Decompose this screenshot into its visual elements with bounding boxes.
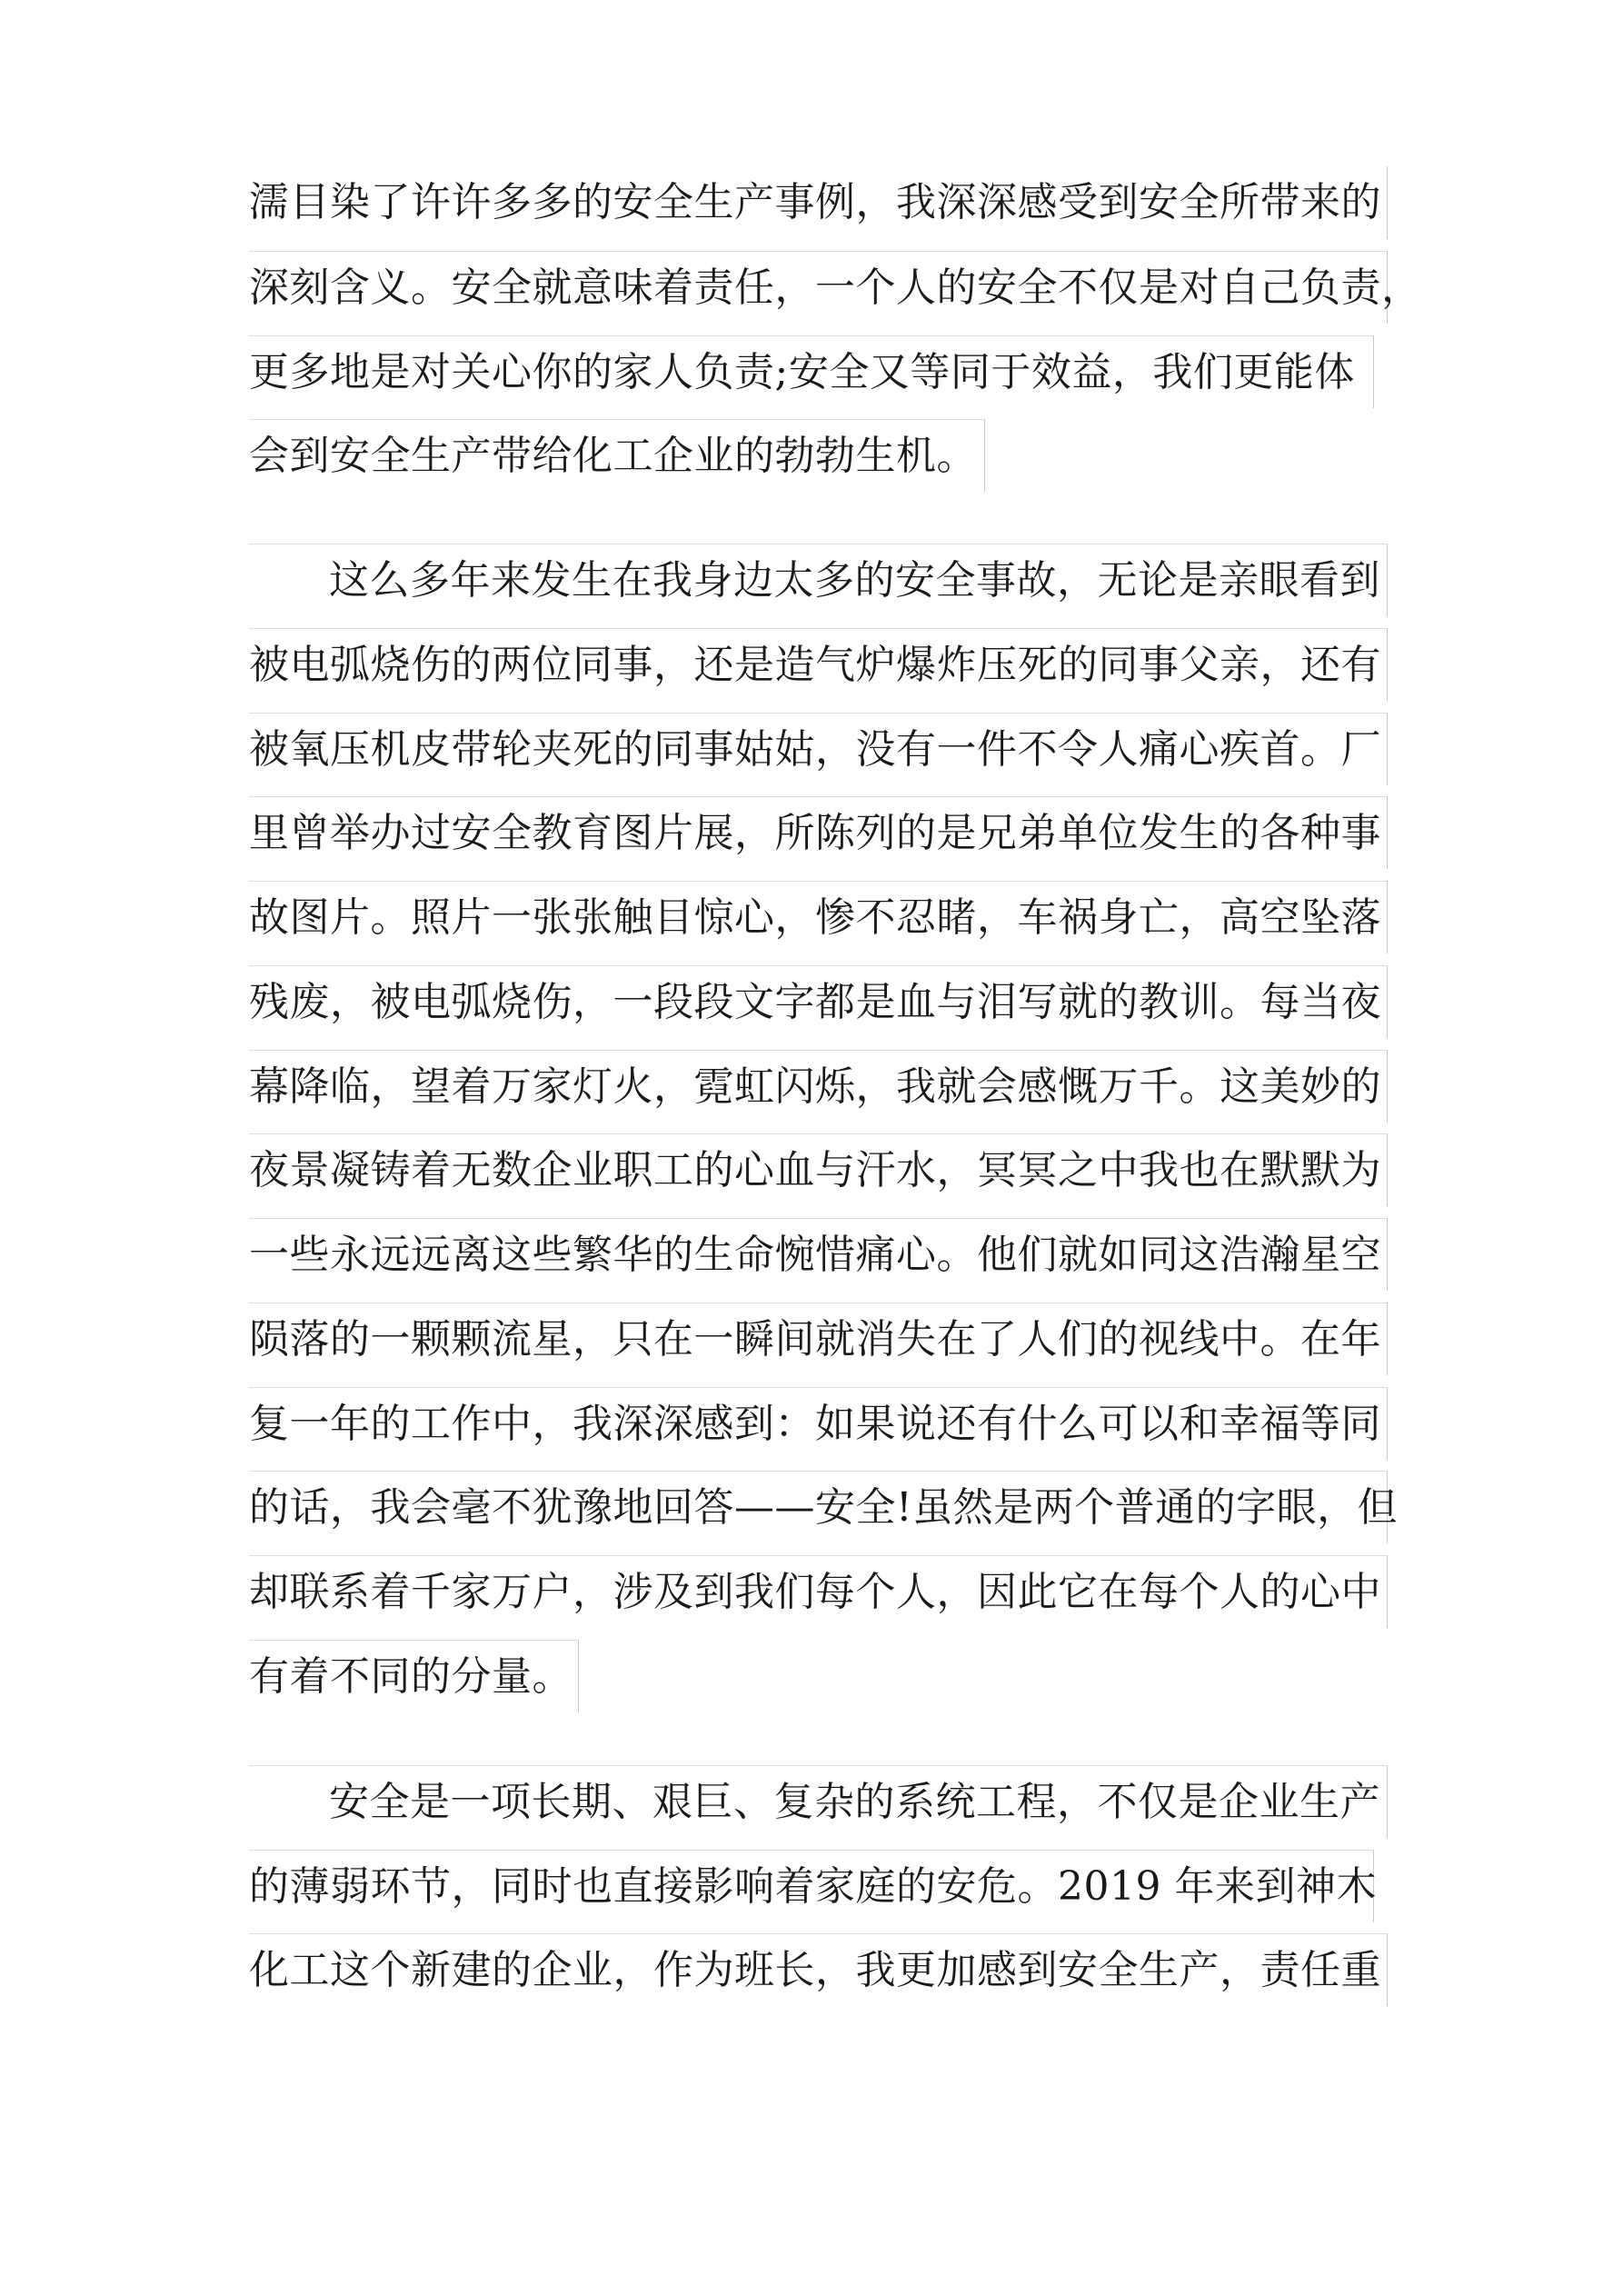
paragraph-1-line-4: 会到安全生产带给化工企业的勃勃生机。 bbox=[249, 419, 985, 492]
paragraph-2-line-10: 陨落的一颗颗流星，只在一瞬间就消失在了人们的视线中。在年 bbox=[249, 1303, 1388, 1375]
paragraph-2-line-1: 这么多年来发生在我身边太多的安全事故，无论是亲眼看到 bbox=[249, 544, 1388, 616]
paragraph-3-line-2: 的薄弱环节，同时也直接影响着家庭的安危。2019 年来到神木 bbox=[249, 1850, 1374, 1922]
paragraph-2-line-9: 一些永远远离这些繁华的生命惋惜痛心。他们就如同这浩瀚星空 bbox=[249, 1218, 1388, 1291]
paragraph-2-line-5: 故图片。照片一张张触目惊心，惨不忍睹，车祸身亡，高空坠落 bbox=[249, 881, 1388, 953]
paragraph-2-line-6: 残废，被电弧烧伤，一段段文字都是血与泪写就的教训。每当夜 bbox=[249, 965, 1388, 1038]
paragraph-2-line-8: 夜景凝铸着无数企业职工的心血与汗水，冥冥之中我也在默默为 bbox=[249, 1133, 1388, 1206]
paragraph-2-line-13: 却联系着千家万户，涉及到我们每个人，因此它在每个人的心中 bbox=[249, 1555, 1388, 1628]
paragraph-2-line-2: 被电弧烧伤的两位同事，还是造气炉爆炸压死的同事父亲，还有 bbox=[249, 628, 1388, 701]
paragraph-2-line-7: 幕降临，望着万家灯火，霓虹闪烁，我就会感慨万千。这美妙的 bbox=[249, 1050, 1388, 1123]
paragraph-2-line-3: 被氧压机皮带轮夹死的同事姑姑，没有一件不令人痛心疾首。厂 bbox=[249, 713, 1388, 785]
paragraph-1-line-3: 更多地是对关心你的家人负责;安全又等同于效益，我们更能体 bbox=[249, 335, 1374, 408]
paragraph-2-line-11: 复一年的工作中，我深深感到：如果说还有什么可以和幸福等同 bbox=[249, 1387, 1388, 1460]
paragraph-2-line-14: 有着不同的分量。 bbox=[249, 1640, 579, 1712]
paragraph-3-line-3: 化工这个新建的企业，作为班长，我更加感到安全生产，责任重 bbox=[249, 1933, 1388, 2006]
paragraph-3-line-1: 安全是一项长期、艰巨、复杂的系统工程，不仅是企业生产 bbox=[249, 1765, 1388, 1838]
paragraph-1-line-2: 深刻含义。安全就意味着责任，一个人的安全不仅是对自己负责， bbox=[249, 251, 1388, 324]
paragraph-1-line-1: 濡目染了许许多多的安全生产事例，我深深感受到安全所带来的 bbox=[249, 166, 1388, 239]
paragraph-2-line-12: 的话，我会毫不犹豫地回答——安全!虽然是两个普通的字眼，但 bbox=[249, 1471, 1388, 1543]
paragraph-2-line-4: 里曾举办过安全教育图片展，所陈列的是兄弟单位发生的各种事 bbox=[249, 796, 1388, 869]
